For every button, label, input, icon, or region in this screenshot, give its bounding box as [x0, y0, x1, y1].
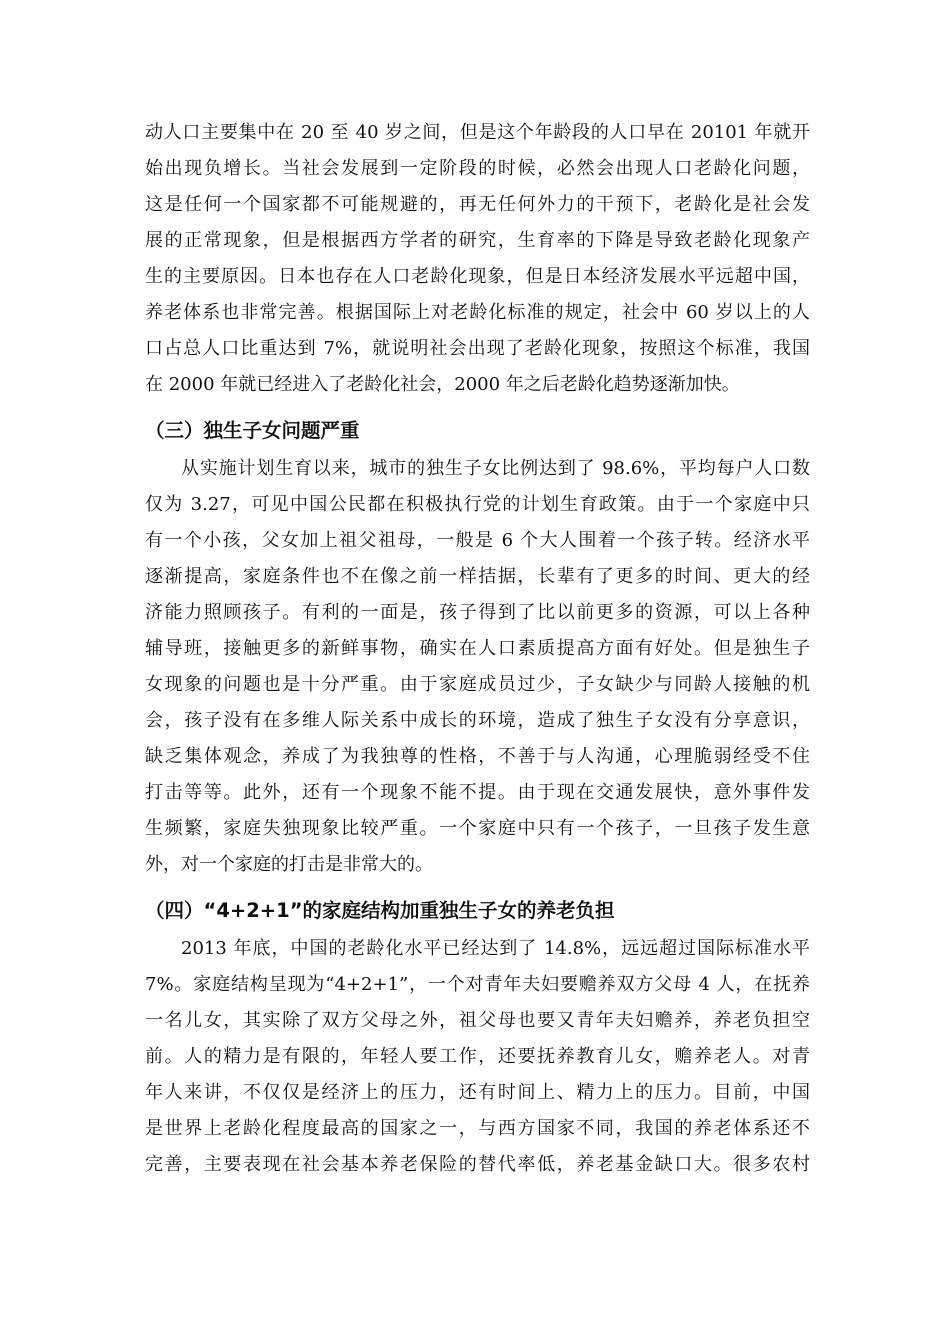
text-line: 始出现负增长。当社会发展到一定阶段的时候，必然会出现人口老龄化问题， — [145, 158, 810, 179]
text-line: 一名儿女，其实除了双方父母之外，祖父母也要又青年夫妇赡养，养老负担空 — [145, 1010, 810, 1031]
section-heading: （四）“4+2+1”的家庭结构加重独生子女的养老负担 — [145, 899, 615, 922]
text-line: 生的主要原因。日本也存在人口老龄化现象，但是日本经济发展水平远超中国， — [145, 266, 810, 287]
text-line: 外，对一个家庭的打击是非常大的。 — [145, 854, 433, 875]
text-line: 济能力照顾孩子。有利的一面是，孩子得到了比以前更多的资源，可以上各种 — [145, 602, 810, 623]
text-line: 生频繁，家庭失独现象比较严重。一个家庭中只有一个孩子，一旦孩子发生意 — [145, 818, 810, 839]
text-line: 养老体系也非常完善。根据国际上对老龄化标准的规定，社会中 60 岁以上的人 — [145, 302, 810, 323]
text-line: 打击等等。此外，还有一个现象不能不提。由于现在交通发展快，意外事件发 — [145, 782, 810, 803]
section-heading: （三）独生子女问题严重 — [145, 419, 360, 442]
text-line: 年人来讲，不仅仅是经济上的压力，还有时间上、精力上的压力。目前，中国 — [145, 1082, 810, 1103]
paragraph-aging — [145, 115, 810, 403]
text-line: 动人口主要集中在 20 至 40 岁之间，但是这个年龄段的人口早在 20101 年就开 — [145, 122, 810, 143]
text-line: 逐渐提高，家庭条件也不在像之前一样拮据，长辈有了更多的时间、更大的经 — [145, 566, 810, 587]
text-line: 缺乏集体观念，养成了为我独尊的性格，不善于与人沟通，心理脆弱经受不住 — [145, 746, 810, 767]
section-family-structure — [145, 891, 810, 1183]
text-line: 从实施计划生育以来，城市的独生子女比例达到了 98.6%，平均每户人口数 — [181, 458, 810, 479]
text-line: 是世界上老龄化程度最高的国家之一，与西方国家不同，我国的养老体系还不 — [145, 1118, 810, 1139]
text-line: 仅为 3.27，可见中国公民都在积极执行党的计划生育政策。由于一个家庭中只 — [145, 494, 810, 515]
text-line: 前。人的精力是有限的，年轻人要工作，还要抚养教育儿女，赡养老人。对青 — [145, 1046, 810, 1067]
text-line: 会，孩子没有在多维人际关系中成长的环境，造成了独生子女没有分享意识， — [145, 710, 810, 731]
text-line: 完善，主要表现在社会基本养老保险的替代率低，养老基金缺口大。很多农村 — [145, 1154, 810, 1175]
text-line: 展的正常现象，但是根据西方学者的研究，生育率的下降是导致老龄化现象产 — [145, 230, 810, 251]
text-line: 这是任何一个国家都不可能规避的，再无任何外力的干预下，老龄化是社会发 — [145, 194, 810, 215]
section-only-child — [145, 411, 810, 883]
text-line: 2013 年底，中国的老龄化水平已经达到了 14.8%，远远超过国际标准水平 — [181, 938, 810, 959]
text-line: 有一个小孩，父女加上祖父祖母，一般是 6 个大人围着一个孩子转。经济水平 — [145, 530, 810, 551]
text-line: 7%。家庭结构呈现为“4+2+1”，一个对青年夫妇要赡养双方父母 4 人，在抚养 — [145, 974, 810, 995]
text-line: 辅导班，接触更多的新鲜事物，确实在人口素质提高方面有好处。但是独生子 — [145, 638, 810, 659]
text-line: 女现象的问题也是十分严重。由于家庭成员过少，子女缺少与同龄人接触的机 — [145, 674, 810, 695]
text-line: 在 2000 年就已经进入了老龄化社会，2000 年之后老龄化趋势逐渐加快。 — [145, 374, 740, 395]
document-body — [145, 115, 810, 1183]
text-line: 口占总人口比重达到 7%，就说明社会出现了老龄化现象，按照这个标准，我国 — [145, 338, 810, 359]
